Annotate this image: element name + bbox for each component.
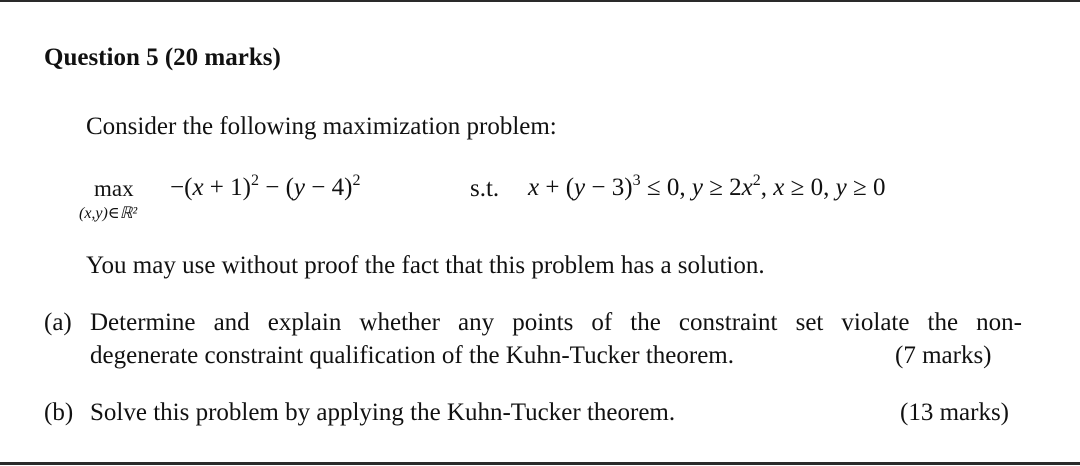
part-a-text-line2: degenerate constraint qualification of the Kuhn-Tucker theorem. [90, 342, 734, 369]
part-a-text-line1: Determine and explain whether any points of the constraint set violate the non- [90, 309, 1022, 336]
problem-intro: Consider the following maximization problem: [86, 113, 557, 140]
solution-existence-note: You may use without proof the fact that this problem has a solution. [86, 252, 765, 279]
constraint-set: $x + (y - 3)^3 \le 0$, $y \ge 2x^2$, x ≥ 0, y ≥ 0 [528, 172, 886, 201]
subject-to-label: s.t. [470, 175, 500, 202]
question-heading: Question 5 (20 marks) [44, 44, 281, 71]
part-b-marks: (13 marks) [900, 399, 1009, 426]
objective-function: $-(x + 1)^2 - (y - 4)^2$ [170, 172, 361, 201]
top-divider [0, 0, 1080, 2]
max-domain-subscript: (x,y)∈ℝ² [79, 205, 138, 222]
part-b-label: (b) [44, 399, 74, 426]
bottom-divider [0, 462, 1080, 465]
part-a-marks: (7 marks) [895, 342, 992, 369]
part-b-text: Solve this problem by applying the Kuhn-Tucker theorem. [90, 399, 676, 426]
max-operator: max [94, 176, 134, 201]
part-a-label: (a) [44, 309, 72, 336]
